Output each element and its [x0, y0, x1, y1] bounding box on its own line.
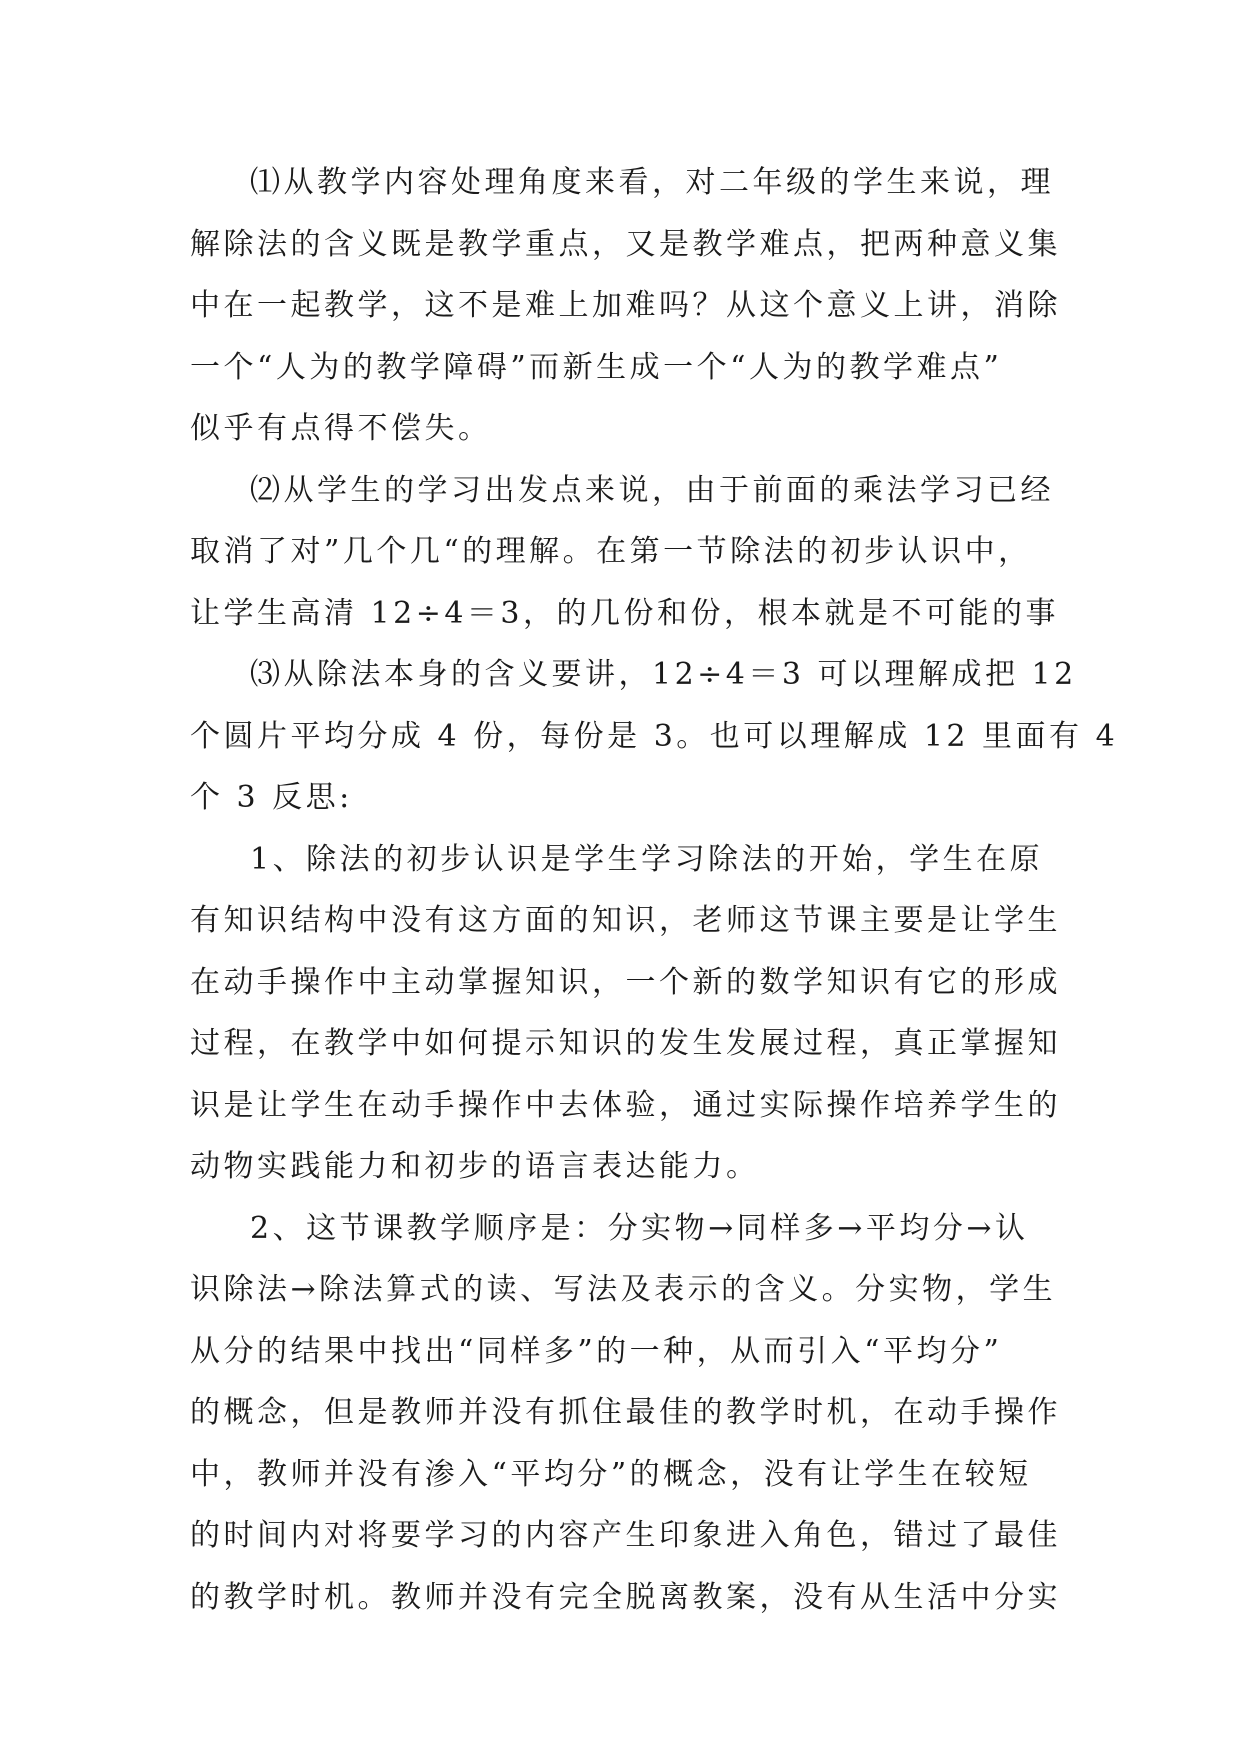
text-line: 的教学时机。教师并没有完全脱离教案，没有从生活中分实 [190, 1579, 1061, 1615]
paragraph-5 [190, 1198, 1061, 1629]
text-line: 识除法→除法算式的读、写法及表示的含义。分实物，学生 [190, 1272, 1057, 1307]
paragraph-2 [190, 460, 1060, 645]
text-line: ⑵从学生的学习出发点来说，由于前面的乘法学习已经 [250, 472, 1054, 508]
text-line: 有知识结构中没有这方面的知识，老师这节课主要是让学生 [190, 903, 1061, 938]
text-line: 一个“人为的教学障碍”而新生成一个“人为的教学难点” [190, 349, 1003, 385]
paragraph-1 [190, 152, 1061, 460]
text-line: 个圆片平均分成 4 份，每份是 3。也可以理解成 12 里面有 4 [190, 718, 1119, 754]
text-line: 动物实践能力和初步的语言表达能力。 [190, 1149, 760, 1184]
text-line: ⑶从除法本身的含义要讲，12÷4＝3 可以理解成把 12 [250, 657, 1077, 692]
text-line: 在动手操作中主动掌握知识，一个新的数学知识有它的形成 [190, 964, 1061, 1000]
text-line: 取消了对”几个几“的理解。在第一节除法的初步认识中， [190, 534, 1032, 569]
text-line: 的概念，但是教师并没有抓住最佳的教学时机，在动手操作 [190, 1395, 1061, 1430]
text-line: 从分的结果中找出“同样多”的一种，从而引入“平均分” [190, 1333, 1003, 1369]
text-line: 1、除法的初步认识是学生学习除法的开始，学生在原 [250, 841, 1044, 877]
paragraph-4 [190, 829, 1061, 1198]
document-body [190, 152, 1119, 1628]
text-line: 中，教师并没有渗入“平均分”的概念，没有让学生在较短 [190, 1456, 1032, 1492]
text-line: 过程，在教学中如何提示知识的发生发展过程，真正掌握知 [190, 1026, 1061, 1061]
text-line: 个 3 反思: [190, 780, 353, 815]
text-line: 2、这节课教学顺序是：分实物→同样多→平均分→认 [250, 1210, 1029, 1246]
text-line: 似乎有点得不偿失。 [190, 411, 492, 446]
paragraph-3 [190, 644, 1119, 829]
text-line: 识是让学生在动手操作中去体验，通过实际操作培养学生的 [190, 1087, 1061, 1123]
text-line: 解除法的含义既是教学重点，又是教学难点，把两种意义集 [190, 226, 1061, 262]
text-line: 的时间内对将要学习的内容产生印象进入角色，错过了最佳 [190, 1518, 1061, 1553]
text-line: 让学生高清 12÷4＝3，的几份和份，根本就是不可能的事 [190, 595, 1060, 631]
text-line: ⑴从教学内容处理角度来看，对二年级的学生来说，理 [250, 165, 1054, 200]
text-line: 中在一起教学，这不是难上加难吗？从这个意义上讲，消除 [190, 288, 1061, 323]
